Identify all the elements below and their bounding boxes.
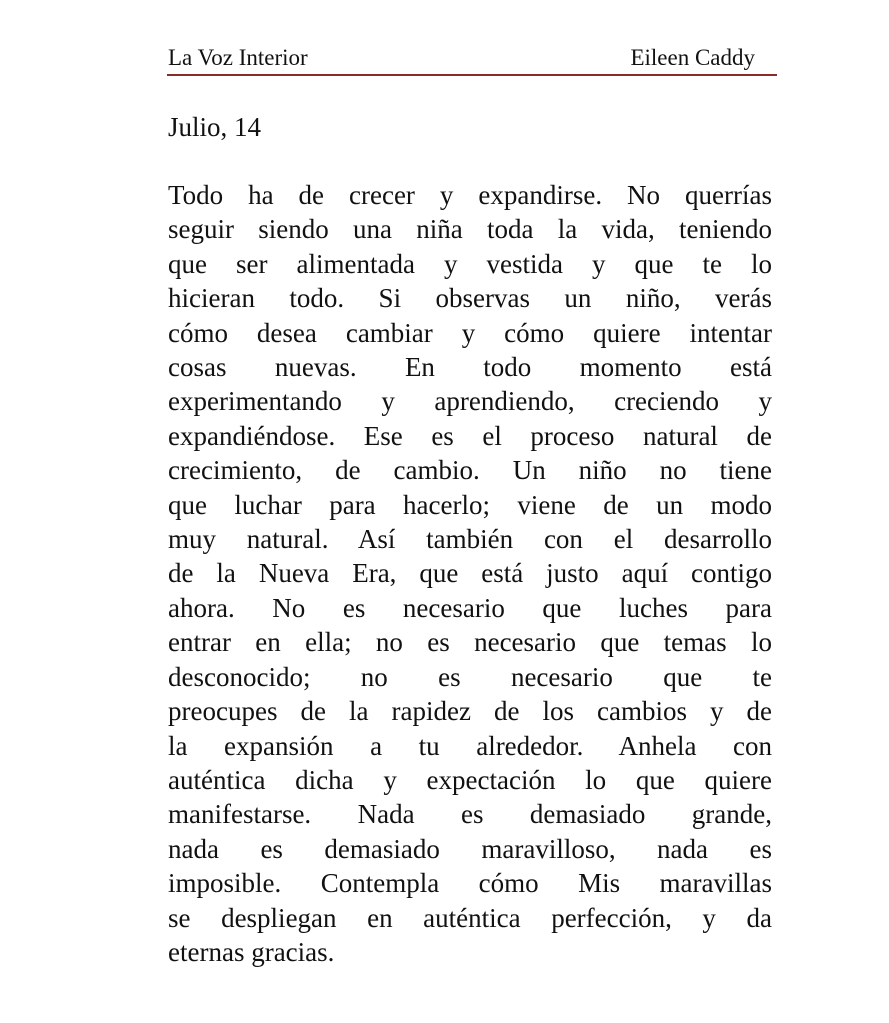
body-line: desconocido; no es necesario que te xyxy=(168,661,772,692)
body-line: Todo ha de crecer y expandirse. No querrías xyxy=(168,180,772,210)
body-line: expandiéndose. Ese es el proceso natural de xyxy=(168,420,772,451)
body-line: que ser alimentada y vestida y que te lo xyxy=(168,248,772,279)
entry-date: Julio, 14 xyxy=(168,112,262,142)
body-line: que luchar para hacerlo; viene de un modo xyxy=(168,489,772,520)
body-line: manifestarse. Nada es demasiado grande, xyxy=(168,799,772,830)
body-line: de la Nueva Era, que está justo aquí contigo xyxy=(168,558,772,589)
body-line: la expansión a tu alrededor. Anhela con xyxy=(168,730,772,761)
body-line: muy natural. Así también con el desarrollo xyxy=(168,524,772,555)
body-line: auténtica dicha y expectación lo que quiere xyxy=(168,764,772,795)
running-header xyxy=(167,44,777,76)
body-line: hicieran todo. Si observas un niño, verás xyxy=(168,283,772,314)
body-line: cosas nuevas. En todo momento está xyxy=(168,352,772,383)
body-line: preocupes de la rapidez de los cambios y de xyxy=(168,696,772,727)
body-line: entrar en ella; no es necesario que temas lo xyxy=(168,627,772,658)
entry-body xyxy=(168,178,772,969)
body-line: experimentando y aprendiendo, creciendo y xyxy=(168,386,772,417)
book-title: La Voz Interior xyxy=(168,45,308,70)
body-line: ahora. No es necesario que luches para xyxy=(168,592,772,623)
body-line: crecimiento, de cambio. Un niño no tiene xyxy=(168,455,772,486)
body-line: cómo desea cambiar y cómo quiere intentar xyxy=(168,317,772,348)
body-line: eternas gracias. xyxy=(168,936,335,967)
body-line: seguir siendo una niña toda la vida, teniendo xyxy=(168,214,772,245)
author-name: Eileen Caddy xyxy=(630,45,755,70)
body-line: nada es demasiado maravilloso, nada es xyxy=(168,833,772,864)
body-line: se despliegan en auténtica perfección, y da xyxy=(168,902,772,933)
body-line: imposible. Contempla cómo Mis maravillas xyxy=(168,868,772,899)
